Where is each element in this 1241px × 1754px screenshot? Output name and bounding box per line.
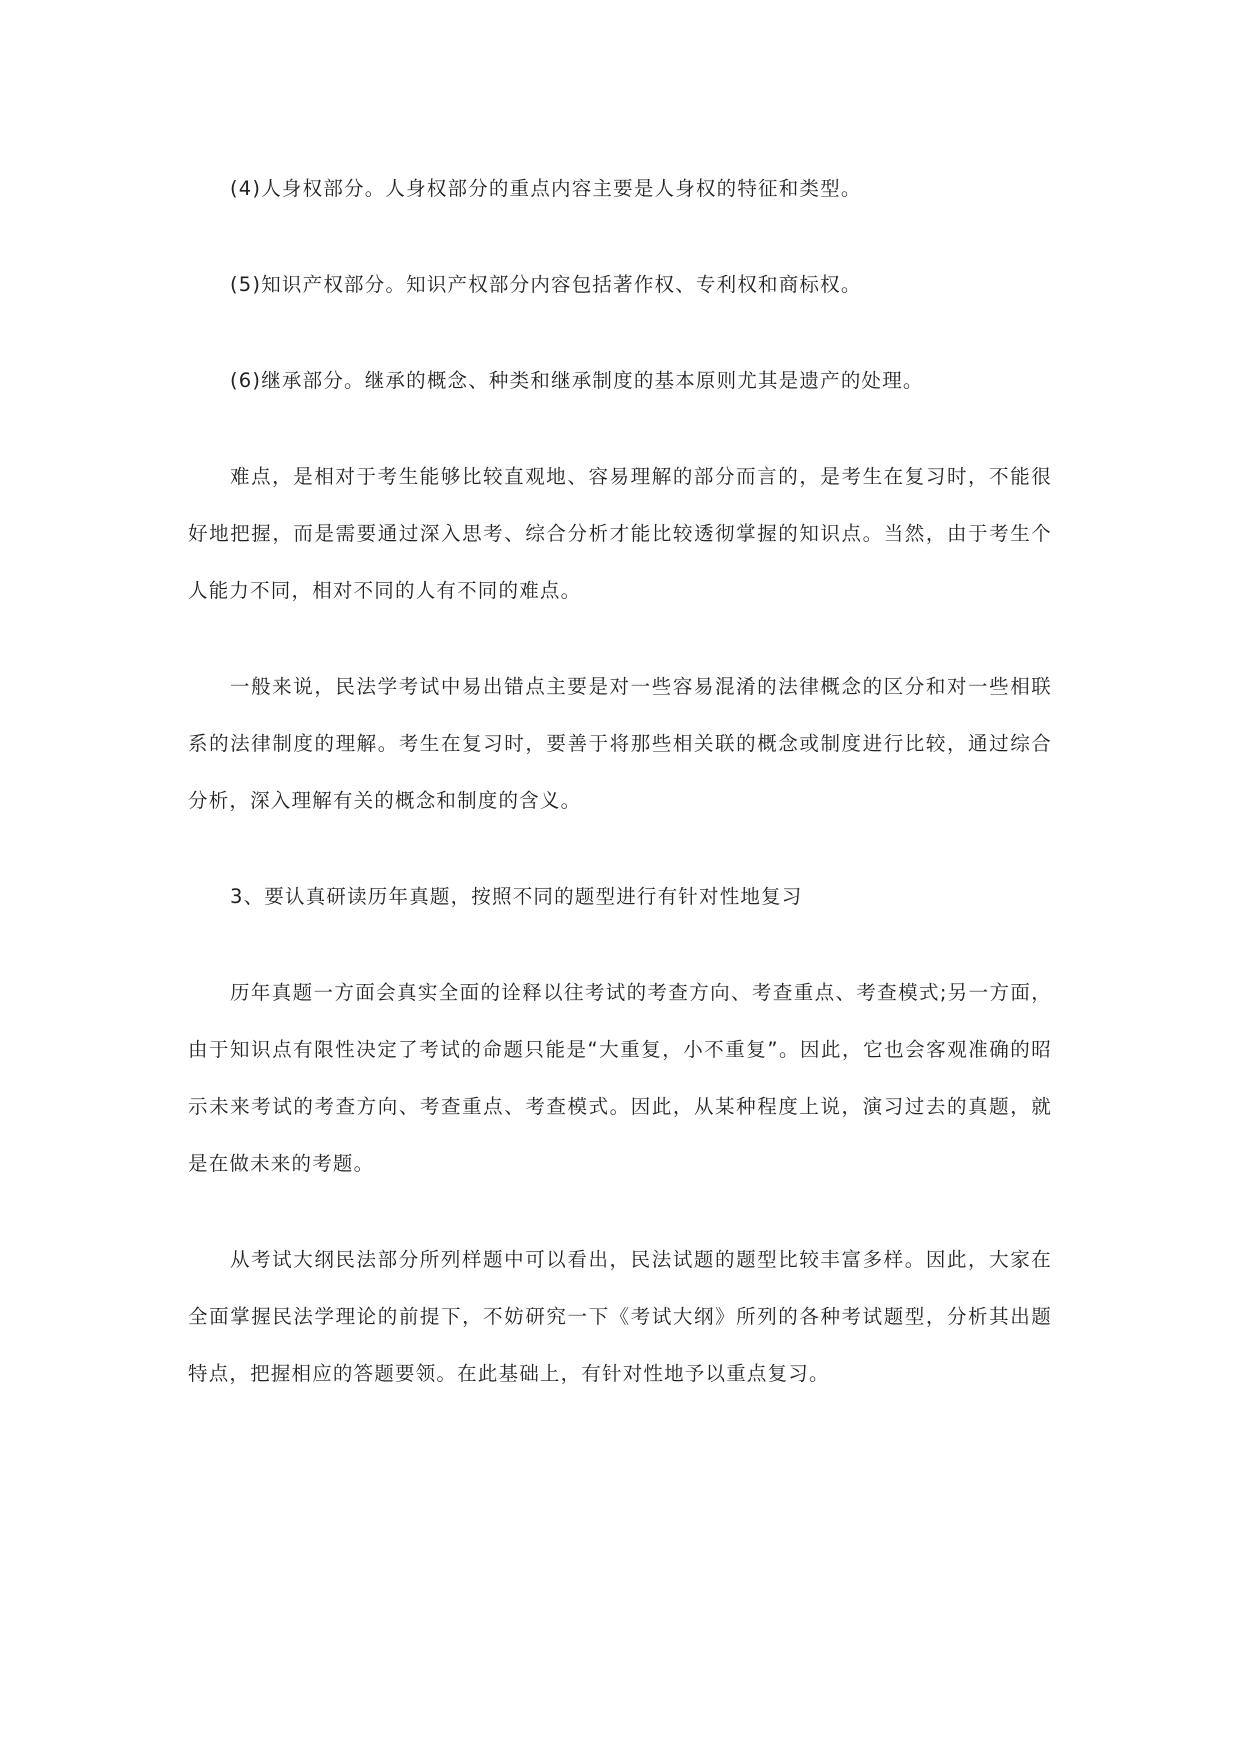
paragraph-personal-rights: (4)人身权部分。人身权部分的重点内容主要是人身权的特征和类型。 [230,177,862,200]
paragraph-difficult-points: 难点，是相对于考生能够比较直观地、容易理解的部分而言的，是考生在复习时，不能很好地把握，而是需要通过深入思考、综合分析才能比较透彻掌握的知识点。当然，由于考生个人能力不同，相对不同的人有不同的难点。 [188,465,1052,602]
paragraph-question-types: 从考试大纲民法部分所列样题中可以看出，民法试题的题型比较丰富多样。因此，大家在全面掌握民法学理论的前提下，不妨研究一下《考试大纲》所列的各种考试题型，分析其出题特点，把握相应的答题要领。在此基础上，有针对性地予以重点复习。 [188,1248,1052,1385]
document-body [188,160,1052,1441]
paragraph-intellectual-property: (5)知识产权部分。知识产权部分内容包括著作权、专利权和商标权。 [230,273,862,296]
section-heading-past-exams: 3、要认真研读历年真题，按照不同的题型进行有针对性地复习 [230,885,803,908]
paragraph-past-exam-value: 历年真题一方面会真实全面的诠释以往考试的考查方向、考查重点、考查模式;另一方面，由于知识点有限性决定了考试的命题只能是“大重复，小不重复”。因此，它也会客观准确的昭示未来考试的考查方向、考查重点、考查模式。因此，从某种程度上说，演习过去的真题，就是在做未来的考题。 [188,981,1052,1175]
paragraph-inheritance: (6)继承部分。继承的概念、种类和继承制度的基本原则尤其是遗产的处理。 [230,369,924,392]
paragraph-error-prone-points: 一般来说，民法学考试中易出错点主要是对一些容易混淆的法律概念的区分和对一些相联系的法律制度的理解。考生在复习时，要善于将那些相关联的概念或制度进行比较，通过综合分析，深入理解有关的概念和制度的含义。 [188,675,1052,812]
